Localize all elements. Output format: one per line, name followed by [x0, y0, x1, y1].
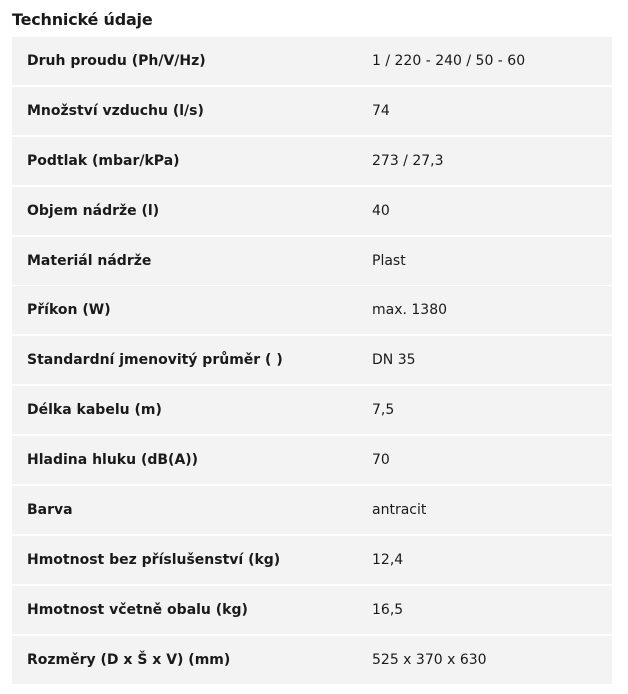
spec-value: 525 x 370 x 630 — [372, 651, 487, 668]
spec-label: Délka kabelu (m) — [27, 402, 162, 419]
spec-value: 1 / 220 - 240 / 50 - 60 — [372, 53, 526, 69]
spec-label: Podtlak (mbar/kPa) — [27, 152, 180, 169]
spec-label: Objem nádrže (l) — [27, 202, 160, 219]
spec-value: antracit — [372, 502, 427, 519]
spec-row — [12, 536, 612, 584]
spec-row — [12, 87, 612, 135]
spec-row — [12, 586, 612, 634]
spec-value: 273 / 27,3 — [372, 152, 444, 169]
spec-label: Hmotnost bez příslušenství (kg) — [27, 551, 281, 568]
section-title: Technické údaje — [12, 10, 153, 29]
spec-row — [12, 636, 612, 684]
spec-label: Hladina hluku (dB(A)) — [27, 452, 199, 469]
spec-value: 40 — [372, 202, 390, 219]
spec-label: Rozměry (D x Š x V) (mm) — [27, 651, 231, 668]
spec-value: 16,5 — [372, 601, 404, 618]
spec-row — [12, 486, 612, 534]
spec-label: Materiál nádrže — [27, 252, 152, 269]
spec-label: Množství vzduchu (l/s) — [27, 102, 204, 119]
spec-value: 7,5 — [372, 402, 395, 419]
spec-row — [12, 137, 612, 185]
spec-table — [12, 37, 612, 686]
spec-label: Barva — [27, 502, 73, 519]
spec-label: Standardní jmenovitý průměr ( ) — [27, 352, 283, 369]
spec-row — [12, 286, 612, 334]
spec-row — [12, 386, 612, 434]
spec-row — [12, 187, 612, 235]
spec-label: Druh proudu (Ph/V/Hz) — [27, 53, 206, 69]
spec-row — [12, 336, 612, 384]
spec-value: 12,4 — [372, 551, 404, 568]
spec-value: max. 1380 — [372, 302, 448, 319]
spec-value: 70 — [372, 452, 390, 469]
spec-value: Plast — [372, 252, 406, 269]
spec-row — [12, 37, 612, 85]
spec-label: Hmotnost včetně obalu (kg) — [27, 601, 248, 618]
spec-value: 74 — [372, 102, 390, 119]
spec-row — [12, 436, 612, 484]
spec-row — [12, 237, 612, 285]
spec-label: Příkon (W) — [27, 302, 111, 319]
spec-value: DN 35 — [372, 352, 416, 369]
